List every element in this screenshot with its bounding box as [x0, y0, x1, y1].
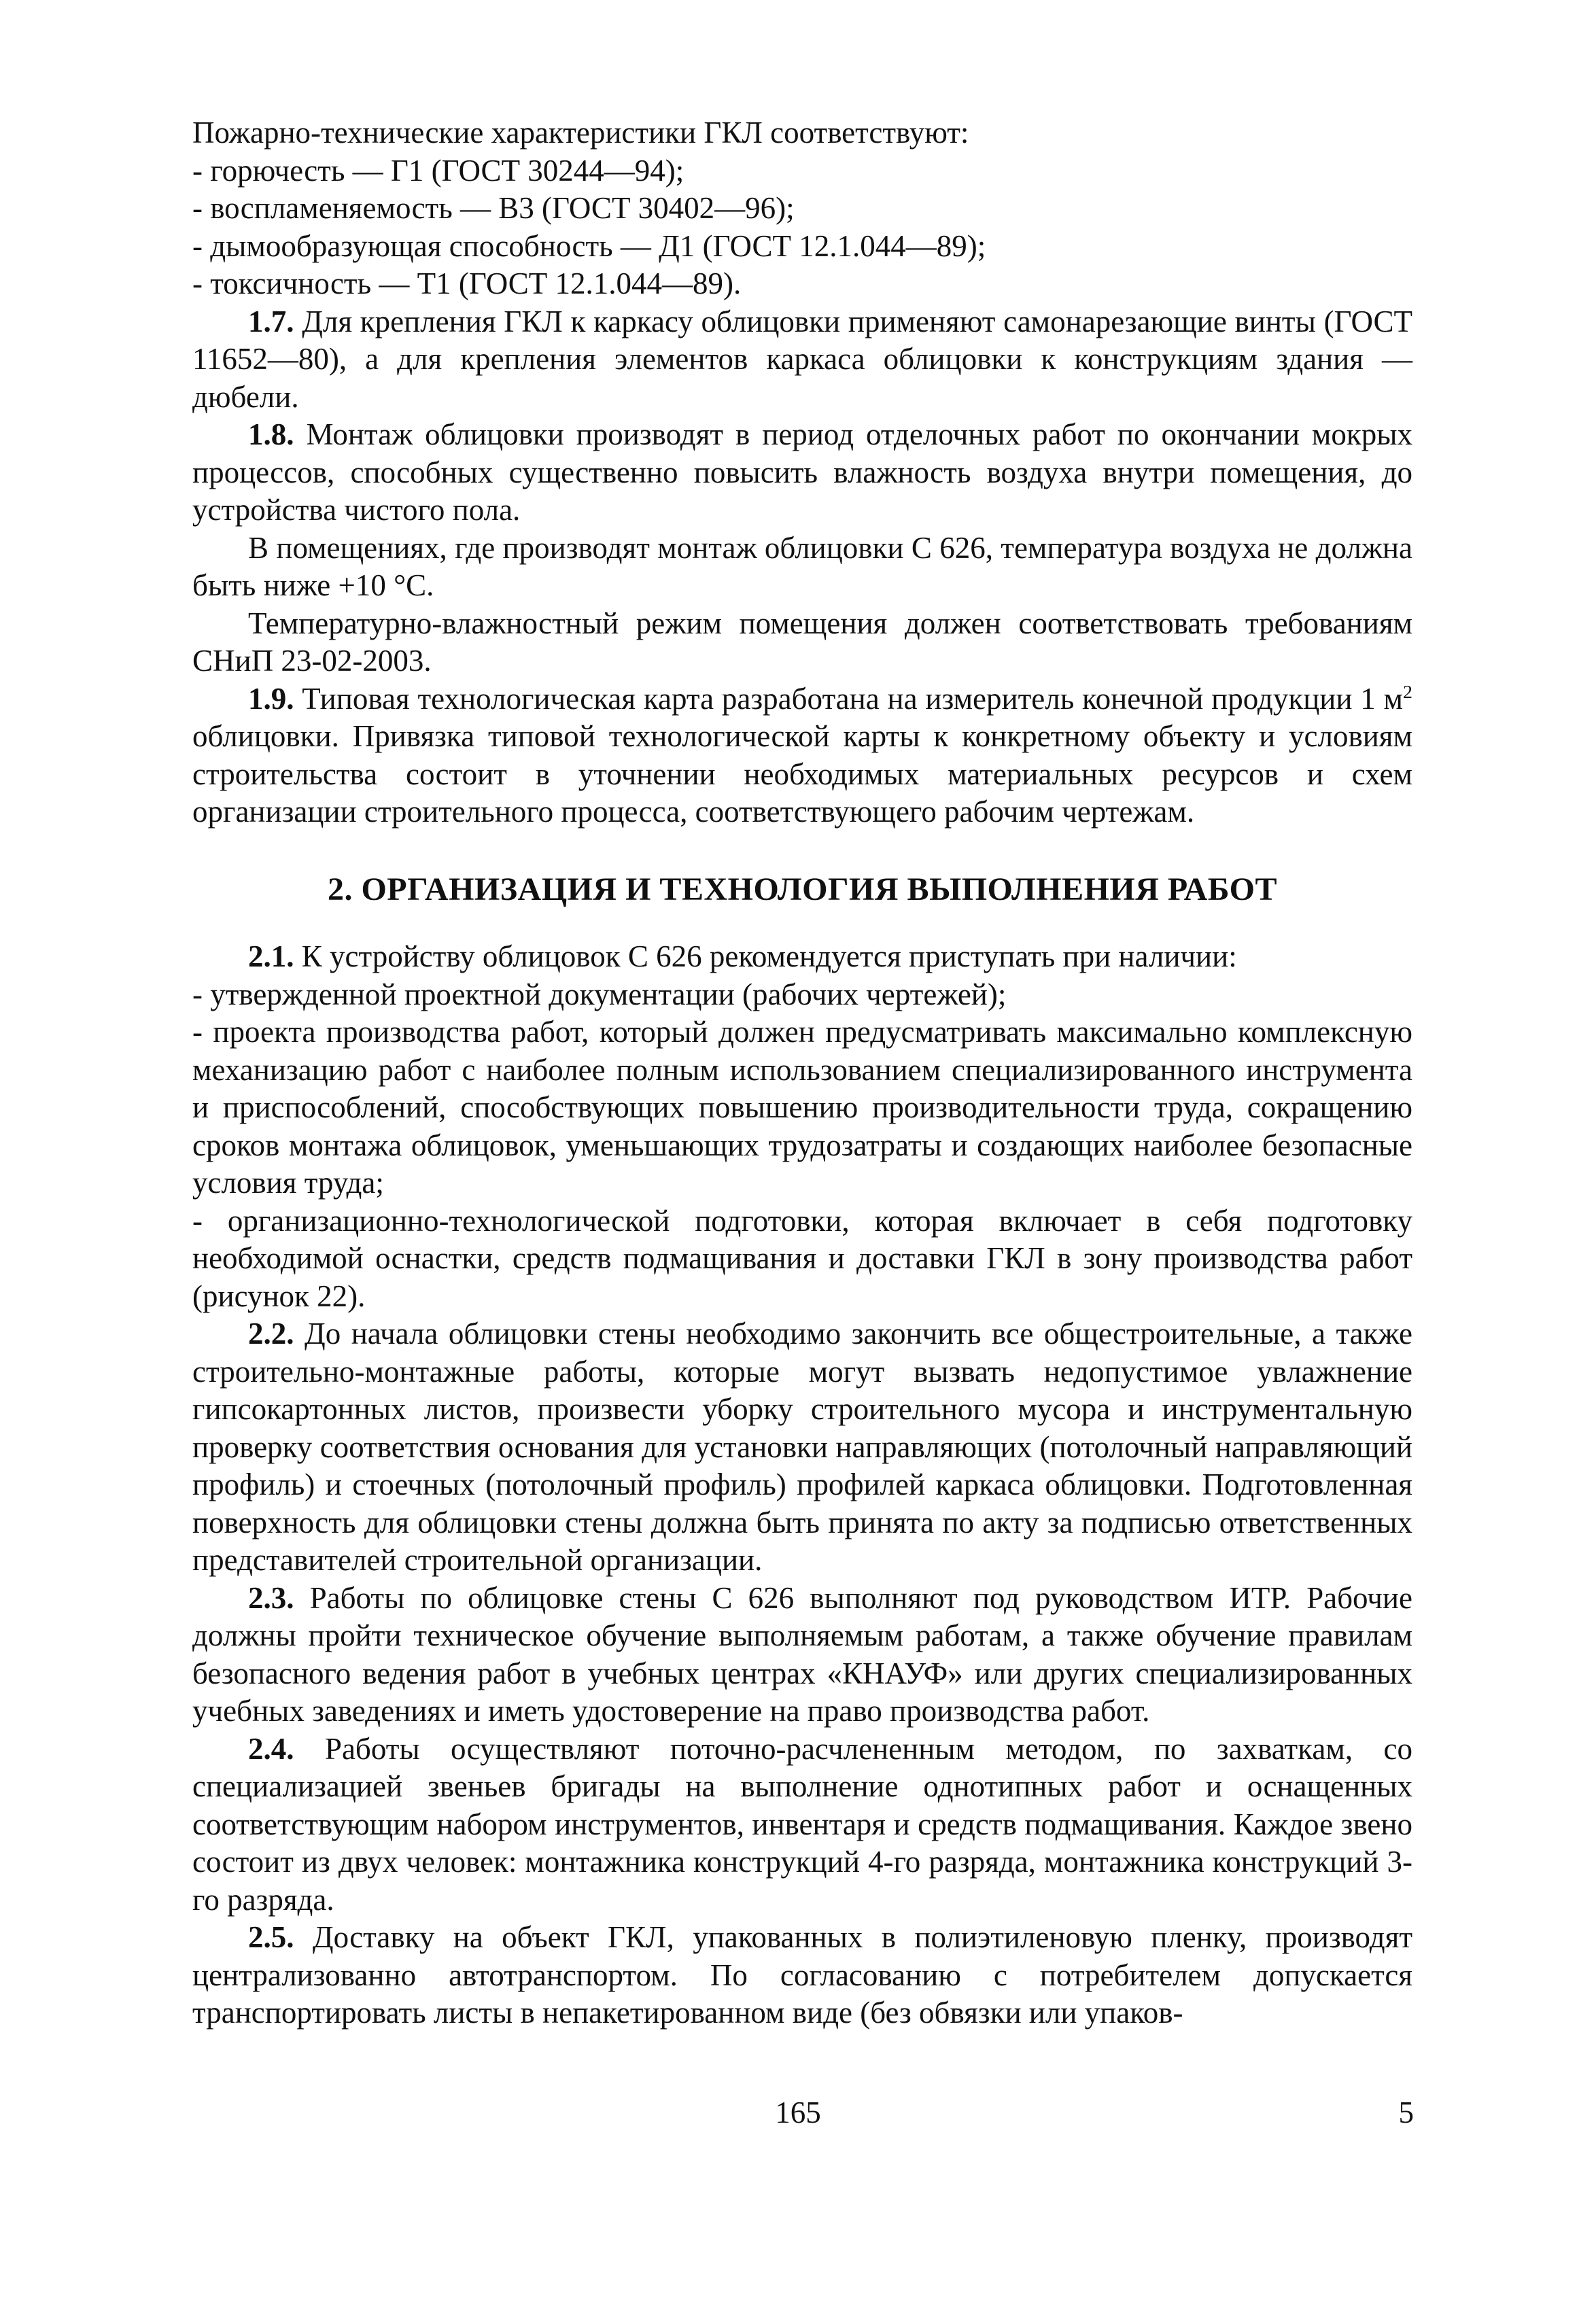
- paragraph-number: 2.3.: [248, 1580, 294, 1615]
- paragraph-humidity-regime: Температурно-влажностный режим помещения должен соответствовать требованиям СНиП 23-02-2003.: [192, 606, 1412, 678]
- paragraph-temperature: В помещениях, где производят монтаж облицовки С 626, температура воздуха не должна быть ниже +10 °С.: [192, 530, 1412, 602]
- paragraph-number: 2.2.: [248, 1317, 294, 1351]
- paragraph-text: К устройству облицовок С 626 рекомендуется приступать при наличии:: [294, 939, 1237, 973]
- paragraph-number: 2.1.: [248, 939, 294, 973]
- paragraph-text: Типовая технологическая карта разработана на измеритель конечной продукции 1 м: [294, 681, 1404, 716]
- document-body: [192, 114, 1412, 2032]
- paragraph-1-8: [192, 416, 1412, 529]
- fire-item-toxicity: - токсичность — Т1 (ГОСТ 12.1.044—89).: [192, 266, 742, 300]
- paragraph-text: Доставку на объект ГКЛ, упакованных в полиэтиленовую пленку, производят централизованно автотранспортом. По согласованию с потребителем допускается транспортировать листы в непакетированном виде (без обвязки или упаков-: [192, 1920, 1412, 2030]
- paragraph-number: 1.8.: [248, 417, 294, 451]
- paragraph-text: облицовки. Привязка типовой технологической карты к конкретному объекту и условиям строительства состоит в уточнении необходимых материальных ресурсов и схем организации строительного процесса, соответствующего рабочим чертежам.: [192, 719, 1412, 829]
- fire-intro: Пожарно-технические характеристики ГКЛ соответствуют:: [192, 116, 969, 150]
- paragraph-2-3: [192, 1580, 1412, 1731]
- paragraph-2-1: [192, 938, 1412, 976]
- paragraph-number: 2.5.: [248, 1920, 294, 1954]
- paragraph-text: Работы осуществляют поточно-расчлененным методом, по захваткам, со специализацией звеньев бригады на выполнение однотипных работ и оснащенных соответствующим набором инструментов, инвентаря и средств подмащивания. Каждое звено состоит из двух человек: монтажника конструкций 4-го разряда, монтажника конструкций 3-го разряда.: [192, 1731, 1412, 1917]
- fire-item-smoke: - дымообразующая способность — Д1 (ГОСТ 12.1.044—89);: [192, 228, 986, 263]
- paragraph-text: До начала облицовки стены необходимо закончить все общестроительные, а также строительно-монтажные работы, которые могут вызвать недопустимое увлажнение гипсокартонных листов, произвести уборку строительного мусора и инструментальную проверку соответствия основания для установки направляющих (потолочный направляющий профиль) и стоечных (потолочный профиль) профилей каркаса облицовки. Подготовленная поверхность для облицовки стены должна быть принята по акту за подписью ответственных представителей строительной организации.: [192, 1317, 1412, 1577]
- paragraph-2-2: [192, 1315, 1412, 1580]
- paragraph-1-7: [192, 303, 1412, 417]
- paragraph-2-4: [192, 1731, 1412, 1919]
- paragraph-1-9: [192, 680, 1412, 831]
- paragraph-text: Для крепления ГКЛ к каркасу облицовки применяют самонарезающие винты (ГОСТ 11652—80), а для крепления элементов каркаса облицовки к конструкциям здания — дюбели.: [192, 304, 1412, 414]
- paragraph-text: Работы по облицовке стены С 626 выполняют под руководством ИТР. Рабочие должны пройти техническое обучение выполняемым работам, а также обучение правилам безопасного ведения работ в учебных центрах «КНАУФ» или других специализированных учебных заведениях и иметь удостоверение на право производства работ.: [192, 1580, 1412, 1728]
- paragraph-number: 1.7.: [248, 304, 294, 338]
- paragraph-text: Монтаж облицовки производят в период отделочных работ по окончании мокрых процессов, способных существенно повысить влажность воздуха внутри помещения, до устройства чистого пола.: [192, 417, 1412, 527]
- superscript: 2: [1403, 681, 1412, 703]
- fire-item-combustibility: - горючесть — Г1 (ГОСТ 30244—94);: [192, 153, 684, 188]
- section-heading: 2. ОРГАНИЗАЦИЯ И ТЕХНОЛОГИЯ ВЫПОЛНЕНИЯ РАБОТ: [327, 871, 1278, 907]
- paragraph-2-5: [192, 1919, 1412, 2032]
- paragraph-number: 1.9.: [248, 681, 294, 716]
- sheet-number: 5: [1398, 2095, 1414, 2129]
- list-item: - проекта производства работ, который должен предусматривать максимально комплексную механизацию работ с наиболее полным использованием специализированного инструмента и приспособлений, способствующих повышению производительности труда, сокращению сроков монтажа облицовок, уменьшающих трудозатраты и создающих наиболее безопасные условия труда;: [192, 1015, 1412, 1200]
- paragraph-number: 2.4.: [248, 1731, 294, 1766]
- page-number: 165: [775, 2095, 821, 2129]
- list-item: - утвержденной проектной документации (рабочих чертежей);: [192, 977, 1007, 1011]
- list-item: - организационно-технологической подготовки, которая включает в себя подготовку необходимой оснастки, средств подмащивания и доставки ГКЛ в зону производства работ (рисунок 22).: [192, 1203, 1412, 1313]
- fire-item-flammability: - воспламеняемость — В3 (ГОСТ 30402—96);: [192, 191, 795, 225]
